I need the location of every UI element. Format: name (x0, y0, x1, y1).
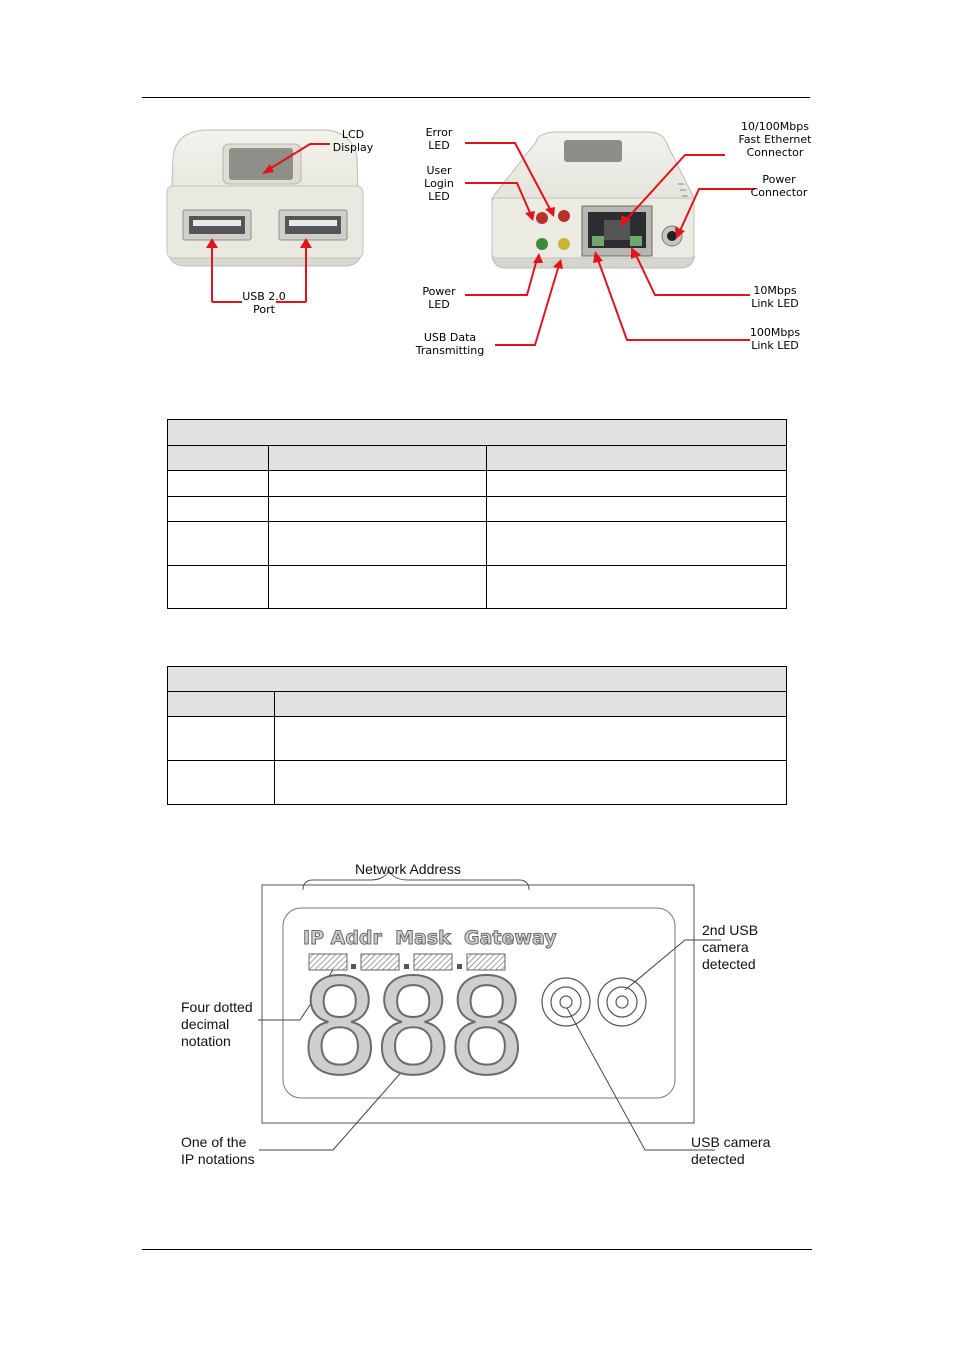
label-one-of-ip-notations: One of the IP notations (181, 1134, 255, 1167)
led-status-table (167, 419, 787, 609)
label-100mbps-link-led: 100Mbps Link LED (749, 326, 801, 352)
table-row (168, 566, 787, 609)
table-row (168, 471, 787, 497)
label-error-led: Error LED (425, 126, 453, 152)
label-ethernet-connector: 10/100Mbps Fast Ethernet Connector (738, 120, 812, 159)
table-row (168, 761, 787, 805)
label-second-usb-camera: 2nd USB camera detected (702, 922, 759, 972)
label-power-led: Power LED (422, 285, 456, 311)
table-header-row (168, 692, 787, 717)
table-title-row (168, 667, 787, 692)
label-lcd-display: LCD Display (332, 128, 374, 154)
label-usb-port: USB 2.0 Port (242, 290, 286, 316)
label-four-dotted-decimal: Four dotted decimal notation (181, 999, 253, 1049)
lcd-segment-header: IP Addr Mask Gateway (303, 927, 557, 949)
label-10mbps-link-led: 10Mbps Link LED (751, 284, 799, 310)
port-description-table (167, 666, 787, 805)
table-row (168, 497, 787, 522)
bottom-rule (142, 1249, 812, 1250)
label-power-connector: Power Connector (750, 173, 808, 199)
table-row (168, 522, 787, 566)
label-usb-data-transmitting: USB Data Transmitting (415, 331, 485, 357)
lcd-seven-segment-digits: 888 (300, 951, 521, 1105)
table-title-row (168, 420, 787, 446)
label-usb-camera-detected: USB camera detected (691, 1134, 771, 1167)
table-row (168, 717, 787, 761)
top-rule (142, 97, 810, 98)
label-network-address: Network Address (355, 861, 461, 877)
label-user-login-led: User Login LED (424, 164, 454, 203)
table-header-row (168, 446, 787, 471)
